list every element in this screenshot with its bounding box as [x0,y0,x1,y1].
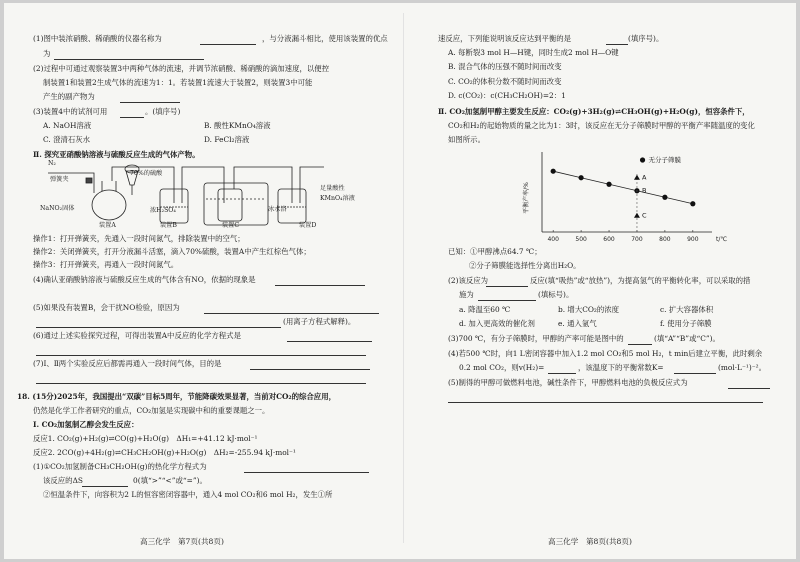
left-line-q18b: 仍然是化学工作者研究的重点，CO₂加氢是实现碳中和的重要课题之一。 [33,406,270,415]
right-line-k1: 已知：①甲醇沸点64.7 ℃； [448,247,542,256]
x-tick-label: 700 [631,236,643,243]
left-line-q3A: A. NaOH溶液 [43,121,92,130]
answer-blank[interactable] [486,286,528,287]
diagram-label-acid: 70%的硫酸 [130,170,163,177]
answer-blank[interactable] [36,355,366,356]
diagram-label-devC: 装置C [222,222,240,229]
left-line-op1: 操作1：打开弹簧夹，先通入一段时间氮气，排除装置中的空气； [33,234,245,243]
x-axis-label: t/℃ [716,236,728,243]
left-line-q1a: (1)图中装浓硝酸、稀硝酸的仪器名称为 [33,34,162,43]
point-label-C: C [641,211,647,220]
right-line-sII2: CO₂和H₂的起始物质的量之比为1：3时，该反应在无分子筛膜时甲醇的平衡产率随温度的变化 [448,121,755,130]
right-line-p2a: (2)该反应为 [448,276,489,285]
diagram-label-icebath: 冰水浴 [268,206,287,213]
data-point [551,169,556,174]
page-footer: 高三化学 第8页(共8页) [548,537,632,546]
point-C-marker [634,213,640,218]
diagram-label-kmno4b: KMnO₄溶液 [320,195,355,202]
left-line-q1b: ，与分液漏斗相比，使用该装置的优点 [262,34,388,43]
right-line-k2: ②分子筛膜能选择性分离出H₂O。 [469,261,581,270]
right-line-p4b: 0.2 mol CO₂，则v(H₂)= [459,363,545,372]
right-line-of: f. 使用分子筛膜 [660,319,712,328]
right-line-c1b: (填序号)。 [628,34,664,43]
answer-blank[interactable] [548,373,576,374]
left-line-q3b: 。(填序号) [145,107,181,116]
diagram-label-devB: 装置B [160,222,177,229]
y-axis-label: 平衡产率/% [523,182,530,214]
left-line-q3: (3)装置4中的试剂可用 [33,107,108,116]
series-line [553,171,693,204]
right-line-oc: c. 扩大容器体积 [660,305,714,314]
right-line-p2d: (填标号)。 [538,290,574,299]
right-line-p3b: (填“A”“B”或“C”)。 [654,334,720,343]
yield-chart [514,148,734,248]
right-line-sII3: 如图所示。 [448,135,485,144]
right-line-p2c: 施为 [459,290,474,299]
diagram-label-devD: 装置D [299,222,317,229]
right-line-oe: e. 通入氩气 [558,319,597,328]
x-tick-label: 900 [687,236,699,243]
right-line-cD: D. c(CO₂)：c(CH₃CH₂OH)=2：1 [448,91,566,100]
answer-blank[interactable] [244,472,369,473]
point-label-A: A [641,173,647,182]
right-line-ob: b. 增大CO₂的浓度 [558,305,620,314]
answer-blank[interactable] [120,117,144,118]
answer-blank[interactable] [54,59,204,60]
left-line-s1c: 0(填“>”“<”或“=”)。 [133,476,207,485]
right-line-od: d. 加入更高效的催化剂 [459,319,535,328]
diagram-label-h2so4: 浓H₂SO₄ [150,207,176,214]
column-divider [403,13,404,543]
right-line-p4c: ，该温度下的平衡常数K= [578,363,664,372]
left-line-q5: (5)如果没有装置B，会干扰NO检验，原因为 [33,303,180,312]
left-line-q3B: B. 酸性KMnO₄溶液 [204,121,271,130]
right-line-sII1: Ⅱ. CO₂加氢制甲醇主要发生反应：CO₂(g)+3H₂(g)⇌CH₃OH(g)+H₂O(g)，恒容条件下， [438,107,750,116]
left-line-s2a: ②恒温条件下，向容积为2 L的恒容密闭容器中，通入4 mol CO₂和6 mol H₂，发生①所 [43,490,333,499]
left-line-q3C: C. 澄清石灰水 [43,135,91,144]
right-line-p4d: (mol·L⁻¹)⁻²。 [718,363,766,372]
right-line-cA: A. 每断裂3 mol H—H键，同时生成2 mol H—O键 [448,48,619,57]
x-tick-label: 600 [603,236,615,243]
left-line-q18a: 18. (15分)2025年，我国提出“双碳”目标5周年，节能降碳效果显著，当前对CO₂的综合应用， [17,392,336,401]
x-tick-label: 800 [659,236,671,243]
data-point [606,182,611,187]
right-line-p2b: 反应(填“吸热”或“放热”)，为提高氢气的平衡转化率，可以采取的措 [530,276,751,285]
left-line-q6: (6)通过上述实验探究过程，可得出装置A中反应的化学方程式是 [33,331,241,340]
data-point [662,195,667,200]
left-line-q1c: 为 [43,49,51,58]
answer-blank[interactable] [250,369,370,370]
point-label-B: B [641,186,647,195]
answer-blank[interactable] [36,327,281,328]
left-line-s1b: 该反应的ΔS [43,476,83,485]
right-line-cC: C. CO₂的体积分数不随时间而改变 [448,77,562,86]
right-line-c1: 速反应，下列能说明该反应达到平衡的是 [438,34,572,43]
right-line-p3a: (3)700 ℃，有分子筛膜时，甲醇的产率可能是图中的 [448,334,624,343]
answer-blank[interactable] [628,344,652,345]
left-line-op3: 操作3：打开弹簧夹，再通入一段时间氮气。 [33,260,179,269]
point-A-marker [634,175,640,180]
answer-blank[interactable] [287,341,372,342]
diagram-label-n2: N₂ [48,160,56,167]
right-line-oa: a. 降温至60 ℃ [459,305,511,314]
exam-sheet [4,3,796,559]
left-line-q7: (7)Ⅰ、Ⅱ两个实验反应后都需再通入一段时间气体，目的是 [33,359,222,368]
left-line-q3D: D. FeCl₂溶液 [204,135,250,144]
right-line-p5: (5)制得的甲醇可做燃料电池，碱性条件下，甲醇燃料电池的负极反应式为 [448,378,688,387]
data-point [690,201,695,206]
legend-marker [640,157,645,162]
right-line-p4a: (4)若500 ℃时，向1 L密闭容器中加入1.2 mol CO₂和5 mol H₂，t min后建立平衡，此时剩余 [448,349,763,358]
x-tick-label: 500 [575,236,587,243]
diagram-label-kmno4a: 足量酸性 [320,185,345,192]
answer-blank[interactable] [204,313,379,314]
answer-blank[interactable] [36,383,366,384]
left-line-r2: 反应2. 2CO(g)+4H₂(g)⇌CH₃CH₂OH(g)+H₂O(g) ΔH₂=-255.94 kJ·mol⁻¹ [33,448,296,457]
left-line-op2: 操作2：关闭弹簧夹，打开分液漏斗活塞，滴入70%硫酸，装置A中产生红棕色气体； [33,247,311,256]
answer-blank[interactable] [478,300,536,301]
x-tick-label: 400 [547,236,559,243]
answer-blank[interactable] [728,388,770,389]
answer-blank[interactable] [448,402,763,403]
page-footer: 高三化学 第7页(共8页) [140,537,224,546]
right-line-cB: B. 混合气体的压强不随时间而改变 [448,62,562,71]
answer-blank[interactable] [82,486,128,487]
legend-label: 无分子筛膜 [648,156,682,164]
left-line-s1a: (1)①CO₂加氢制备CH₃CH₂OH(g)的热化学方程式为 [33,462,207,471]
data-point [579,175,584,180]
left-line-r1: 反应1. CO₂(g)+H₂(g)⇌CO(g)+H₂O(g) ΔH₁=+41.12 kJ·mol⁻¹ [33,434,258,443]
left-line-secII: Ⅱ. 探究亚硝酸钠溶液与硫酸反应生成的气体产物。 [33,150,200,159]
left-line-q2a: (2)过程中可通过观察装置3中两种气体的流速，并调节浓硝酸、稀硝酸的滴加速度，以便控 [33,64,330,73]
answer-blank[interactable] [120,102,180,103]
left-line-q4: (4)确认亚硝酸钠溶液与硫酸反应生成的气体含有NO，依据的现象是 [33,275,256,284]
diagram-label-spring: 弹簧夹 [50,176,69,183]
answer-blank[interactable] [275,285,365,286]
answer-blank[interactable] [606,44,628,45]
left-line-q2c: 产生的副产物为 [43,92,95,101]
answer-blank[interactable] [200,44,256,45]
answer-blank[interactable] [674,373,716,374]
diagram-label-nano2: NaNO₂固体 [40,205,75,212]
left-line-q2b: 制装置1和装置2生成气体的流速为1：1。若装置1流速大于装置2，则装置3中可能 [43,78,313,87]
left-line-secI: Ⅰ. CO₂加氢制乙醇会发生反应： [33,420,139,429]
left-line-q5b: (用离子方程式解释)。 [283,317,356,326]
diagram-label-devA: 装置A [99,222,116,229]
